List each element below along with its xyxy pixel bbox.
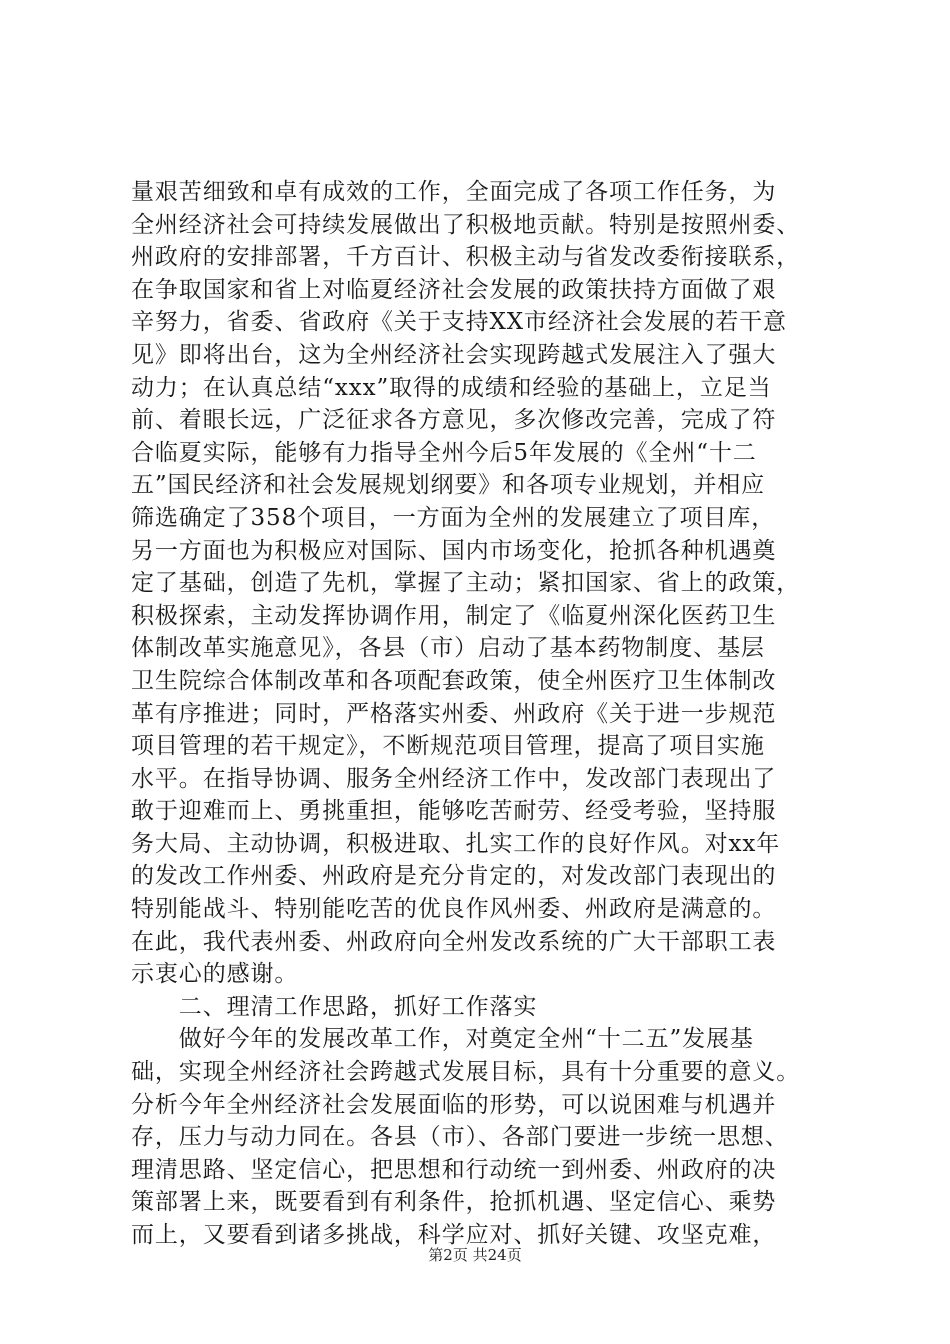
text-line: 革有序推进；同时，严格落实州委、州政府《关于进一步规范: [131, 700, 777, 727]
text-line: 水平。在指导协调、服务全州经济工作中，发改部门表现出了: [131, 765, 777, 792]
text-line: 的发改工作州委、州政府是充分肯定的，对发改部门表现出的: [131, 863, 777, 890]
text-line: 务大局、主动协调，积极进取、扎实工作的良好作风。对xx年: [131, 830, 781, 857]
text-line: 在此，我代表州委、州政府向全州发改系统的广大干部职工表: [131, 928, 777, 955]
text-line: 策部署上来，既要看到有利条件，抢抓机遇、坚定信心、乘势: [131, 1189, 777, 1216]
text-line: 卫生院综合体制改革和各项配套政策，使全州医疗卫生体制改: [131, 667, 777, 694]
text-line: 五”国民经济和社会发展规划纲要》和各项专业规划，并相应: [131, 472, 766, 499]
text-line: 合临夏实际，能够有力指导全州今后5年发展的《全州“十二: [131, 439, 757, 466]
page-number-footer: 第2页 共24页: [428, 1246, 522, 1264]
text-line: 而上，又要看到诸多挑战，科学应对、抓好关键、攻坚克难，: [131, 1222, 777, 1248]
text-line: 前、着眼长远，广泛征求各方意见，多次修改完善，完成了符: [131, 407, 777, 434]
text-line: 础，实现全州经济社会跨越式发展目标，具有十分重要的意义。: [131, 1059, 801, 1086]
text-line: 特别能战斗、特别能吃苦的优良作风州委、州政府是满意的。: [131, 896, 777, 923]
text-line: 见》即将出台，这为全州经济社会实现跨越式发展注入了强大: [131, 341, 777, 368]
text-line: 在争取国家和省上对临夏经济社会发展的政策扶持方面做了艰: [131, 276, 777, 303]
text-line: 存，压力与动力同在。各县（市）、各部门要进一步统一思想、: [131, 1124, 789, 1151]
section-heading: 二、理清工作思路，抓好工作落实: [131, 993, 538, 1020]
text-line: 做好今年的发展改革工作，对奠定全州“十二五”发展基: [131, 1026, 754, 1053]
text-line: 体制改革实施意见》，各县（市）启动了基本药物制度、基层: [131, 635, 765, 662]
text-line: 辛努力，省委、省政府《关于支持XX市经济社会发展的若干意: [131, 309, 787, 336]
text-line: 项目管理的若干规定》，不断规范项目管理，提高了项目实施: [131, 733, 765, 760]
text-line: 另一方面也为积极应对国际、国内市场变化，抢抓各种机遇奠: [131, 537, 777, 564]
text-line: 全州经济社会可持续发展做出了积极地贡献。特别是按照州委、: [131, 211, 801, 238]
text-line: 积极探索，主动发挥协调作用，制定了《临夏州深化医药卫生: [131, 602, 777, 629]
text-line: 定了基础，创造了先机，掌握了主动；紧扣国家、省上的政策，: [131, 570, 801, 597]
text-line: 理清思路、坚定信心，把思想和行动统一到州委、州政府的决: [131, 1156, 777, 1183]
text-line: 示衷心的感谢。: [131, 961, 299, 988]
text-line: 筛选确定了358个项目，一方面为全州的发展建立了项目库，: [131, 504, 776, 531]
text-line: 分析今年全州经济社会发展面临的形势，可以说困难与机遇并: [131, 1091, 777, 1118]
text-line: 量艰苦细致和卓有成效的工作，全面完成了各项工作任务，为: [131, 179, 777, 205]
body-text: [131, 176, 851, 1252]
text-line: 动力；在认真总结“xxx”取得的成绩和经验的基础上，立足当: [131, 374, 772, 401]
text-line: 敢于迎难而上、勇挑重担，能够吃苦耐劳、经受考验，坚持服: [131, 798, 777, 825]
text-line: 州政府的安排部署，千方百计、积极主动与省发改委衔接联系，: [131, 244, 801, 271]
